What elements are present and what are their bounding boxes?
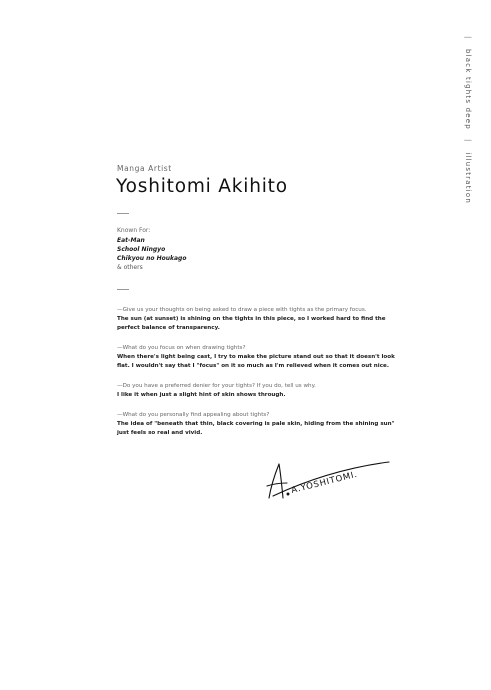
question: —Do you have a preferred denier for your tights? If you do, tell us why. — [117, 383, 316, 389]
answer: I like it when just a slight hint of skin shows through. — [117, 392, 286, 398]
known-for-others: & others — [117, 264, 143, 271]
qa-item — [117, 382, 407, 400]
signature-text: A.YOSHITOMI. — [290, 469, 359, 496]
artist-role: Manga Artist — [117, 164, 172, 173]
interview-section — [117, 306, 407, 449]
divider — [117, 213, 129, 214]
qa-item — [117, 306, 407, 333]
work-title: Eat-Man — [117, 237, 145, 244]
qa-item — [117, 411, 407, 438]
side-caption-separator: | — [464, 139, 472, 143]
question: —What do you focus on when drawing tights? — [117, 345, 246, 351]
question: —What do you personally find appealing about tights? — [117, 412, 270, 418]
side-caption-title: black tights deep — [464, 49, 472, 130]
divider — [117, 289, 129, 290]
artist-name: Yoshitomi Akihito — [116, 176, 288, 197]
work-title: School Ningyo — [117, 246, 166, 253]
side-caption — [464, 30, 472, 204]
side-caption-part2: | — [464, 36, 472, 40]
signature-drawing — [263, 456, 393, 506]
known-for-section — [117, 226, 186, 272]
answer: When there's light being cast, I try to make the picture stand out so that it doesn't look flat. I wouldn't say that I "focus" on it so much as I'm relieved when it comes out nice. — [117, 354, 395, 369]
question: —Give us your thoughts on being asked to draw a piece with tights as the primary focus. — [117, 307, 367, 313]
answer: The idea of "beneath that thin, black covering is pale skin, hiding from the shining sun" just feels so real and vivid. — [117, 421, 395, 436]
side-caption-category: illustration — [464, 152, 472, 204]
answer: The sun (at sunset) is shining on the tights in this piece, so I worked hard to find the perfect balance of transparency. — [117, 316, 386, 331]
known-for-label: Known For: — [117, 227, 151, 234]
signature — [263, 456, 393, 510]
work-title: Chikyou no Houkago — [117, 255, 187, 262]
qa-item — [117, 344, 407, 371]
